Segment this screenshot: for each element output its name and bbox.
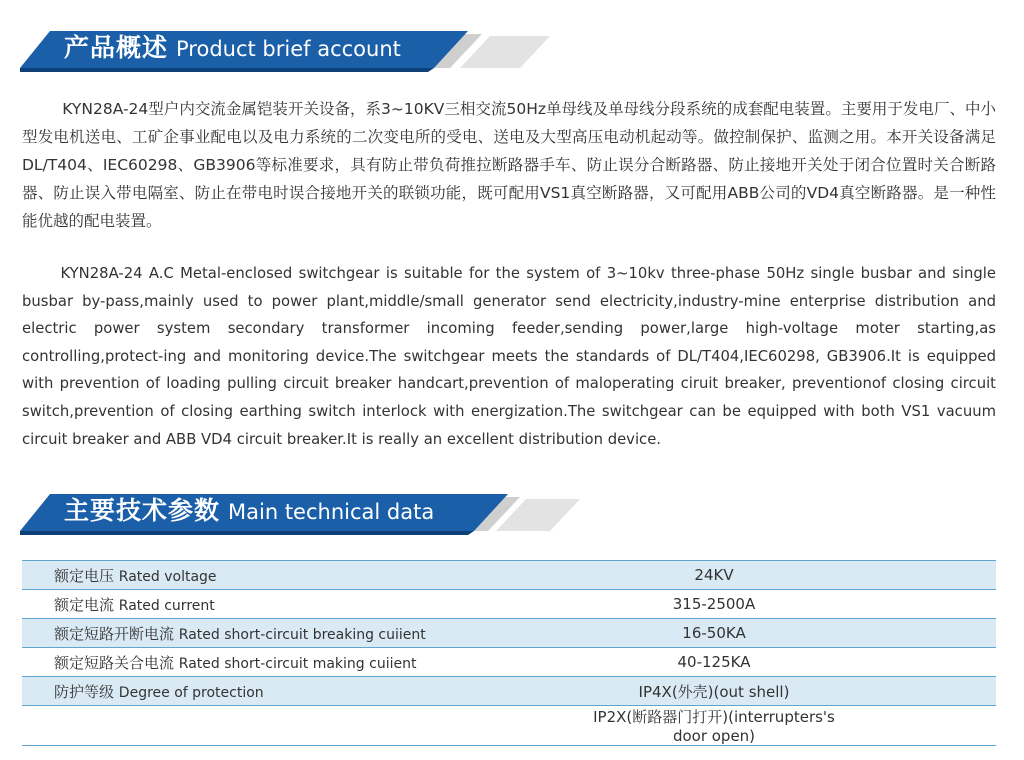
table-row (22, 706, 996, 746)
spec-value: 315-2500A (672, 595, 756, 613)
spec-label-en: Rated voltage (118, 568, 217, 585)
spec-label-cn: 额定电流 (54, 595, 115, 614)
spec-value: 16-50KA (592, 619, 996, 648)
banner-title-tech (64, 491, 434, 531)
brief-paragraph-en: KYN28A-24 A.C Metal-enclosed switchgear is suitable for the system of 3~10kv three-phase 50Hz single busbar and single busbar by-pass,mainly used to power plant,middle/small generator send electricity,industry-mine enterprise distribution and electric power system secondary transformer incoming feeder,sending power,large high-voltage moter starting,as controlling,protect-ing and monitoring device.The switchgear meets the standards of DL/T404,IEC60298, GB3906.It is equipped with prevention of loading pulling circuit breaker handcart,prevention of maloperating ciruit breaker, preventionof closing circuit switch,prevention of closing earthing switch interlock with energization.The switchgear can be equipped with both VS1 vacuum circuit breaker and ABB VD4 circuit breaker.It is really an excellent distribution device. (22, 265, 996, 448)
spec-label-en: Degree of protection (118, 684, 264, 701)
table-row (22, 677, 996, 706)
section-title-en: Product brief account (176, 37, 401, 61)
section-banner-tech (20, 491, 580, 535)
table-row (22, 648, 996, 677)
spec-label-en: Rated current (118, 597, 215, 614)
spec-label-cn: 额定短路关合电流 (54, 653, 175, 672)
spec-label-en: Rated short-circuit making cuiient (178, 655, 417, 672)
table-row (22, 590, 996, 619)
section-title-cn: 主要技术参数 (64, 496, 221, 525)
spec-value: IP4X(外壳)(out shell) (592, 677, 996, 706)
spec-label-en: Rated short-circuit breaking cuiient (178, 626, 426, 643)
section-title-cn: 产品概述 (64, 33, 169, 62)
spec-label-cn: 额定短路开断电流 (54, 624, 175, 643)
spec-label (22, 677, 592, 706)
spec-value: 24KV (592, 561, 996, 590)
table-row (22, 561, 996, 590)
brief-paragraph-cn: KYN28A-24型户内交流金属铠装开关设备，系3~10KV三相交流50Hz单母线及单母线分段系统的成套配电装置。主要用于发电厂、中小型发电机送电、工矿企事业配电以及电力系统的二次变电所的受电、送电及大型高压电动机起动等。做控制保护、监测之用。本开关设备满足DL/T404、IEC60298、GB3906等标准要求，具有防止带负荷推拉断路器手车、防止误分合断路器、防止接地开关处于闭合位置时关合断路器、防止误入带电隔室、防止在带电时误合接地开关的联锁功能，既可配用VS1真空断路器，又可配用ABB公司的VD4真空断路器。是一种性能优越的配电装置。 (22, 100, 996, 230)
section-title-en: Main technical data (228, 500, 435, 524)
spec-label (22, 619, 592, 648)
banner-title-brief (64, 28, 401, 68)
spec-label (22, 590, 592, 619)
spec-label-cn: 额定电压 (54, 566, 115, 585)
spec-label (22, 706, 592, 746)
spec-value: 40-125KA (677, 653, 751, 671)
spec-label (22, 648, 592, 677)
technical-data-table (22, 560, 996, 746)
section-banner-brief (20, 28, 580, 72)
spec-value: IP2X(断路器门打开)(interrupters's door open) (593, 708, 835, 745)
table-row (22, 619, 996, 648)
spec-label (22, 561, 592, 590)
spec-label-cn: 防护等级 (54, 682, 115, 701)
